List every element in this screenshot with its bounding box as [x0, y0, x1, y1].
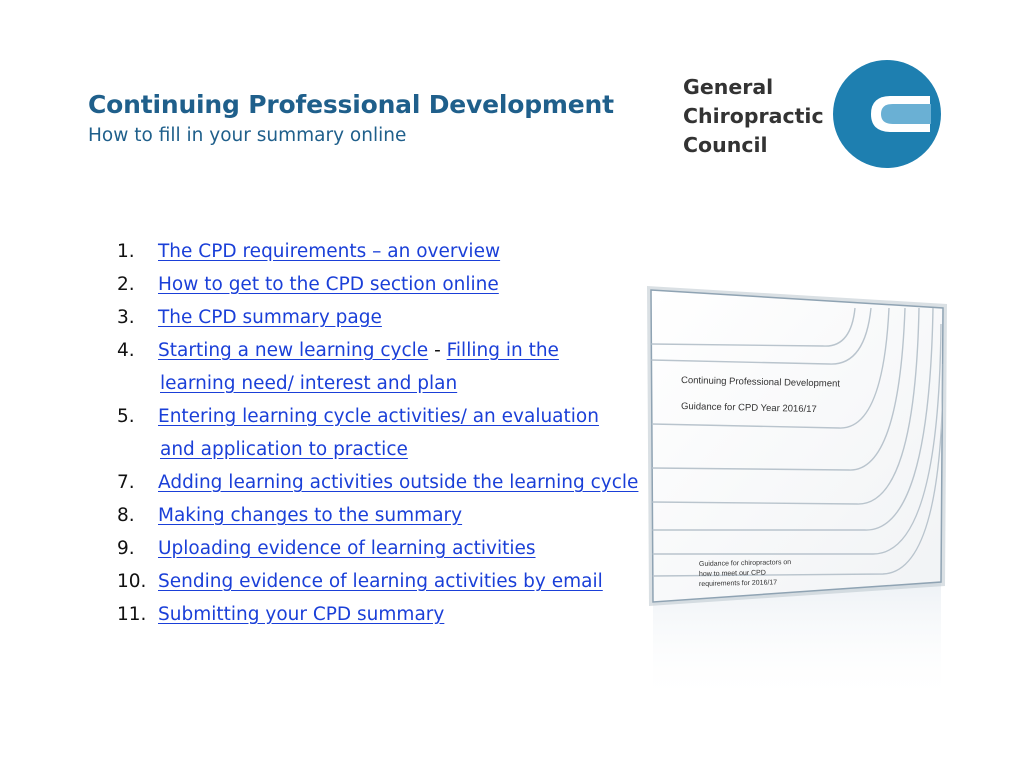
toc-link-email-evidence[interactable]: Sending evidence of learning activities by email	[158, 571, 603, 592]
list-item	[117, 565, 638, 598]
toc-link-filling-in-cont[interactable]: learning need/ interest and plan	[160, 373, 458, 394]
item-number: 9.	[117, 538, 135, 559]
toc-link-cycle-activities[interactable]: Entering learning cycle activities/ an evaluation	[158, 406, 599, 427]
list-item	[117, 334, 638, 367]
list-item	[117, 532, 638, 565]
list-item	[117, 466, 638, 499]
list-item	[117, 235, 638, 268]
contents-list	[117, 235, 638, 631]
gcc-circle-logo-icon	[831, 58, 943, 170]
item-number: 5.	[117, 406, 135, 427]
item-number: 2.	[117, 274, 135, 295]
item-number: 7.	[117, 472, 135, 493]
toc-link-submitting[interactable]: Submitting your CPD summary	[158, 604, 445, 625]
document-title: Continuing Professional Development	[680, 375, 841, 390]
guidance-document-cover	[643, 284, 953, 714]
toc-link-outside-activities[interactable]: Adding learning activities outside the learning cycle	[158, 472, 639, 493]
list-item	[117, 598, 638, 631]
toc-link-uploading-evidence[interactable]: Uploading evidence of learning activities	[158, 538, 536, 559]
list-item-continuation	[117, 367, 638, 400]
list-item	[117, 400, 638, 433]
item-number: 10.	[117, 571, 147, 592]
list-item	[117, 499, 638, 532]
toc-link-new-cycle[interactable]: Starting a new learning cycle	[158, 340, 429, 361]
document-footer-line-3: requirements for 2016/17	[698, 579, 778, 588]
item-number: 4.	[117, 340, 135, 361]
page-subtitle: How to fill in your summary online	[88, 125, 407, 146]
item-number: 1.	[117, 241, 135, 262]
toc-link-summary-page[interactable]: The CPD summary page	[158, 307, 382, 328]
item-number: 11.	[117, 604, 147, 625]
item-number: 3.	[117, 307, 135, 328]
logo-line-1: General	[683, 75, 774, 99]
list-item	[117, 268, 638, 301]
toc-link-making-changes[interactable]: Making changes to the summary	[158, 505, 463, 526]
document-footer-line-2: how to meet our CPD	[698, 569, 766, 578]
link-separator: -	[428, 340, 447, 361]
page-title: Continuing Professional Development	[88, 90, 614, 119]
logo-line-3: Council	[683, 133, 768, 157]
item-number: 8.	[117, 505, 135, 526]
list-item	[117, 301, 638, 334]
document-subtitle: Guidance for CPD Year 2016/17	[680, 401, 817, 416]
toc-link-cpd-section[interactable]: How to get to the CPD section online	[158, 274, 499, 295]
list-item-continuation	[117, 433, 638, 466]
logo-line-2: Chiropractic	[683, 104, 824, 128]
logo-wordmark	[683, 73, 824, 160]
toc-link-filling-in[interactable]: Filling in the	[446, 340, 559, 361]
document-footer-line-1: Guidance for chiropractors on	[698, 559, 792, 568]
toc-link-cycle-activities-cont[interactable]: and application to practice	[160, 439, 408, 460]
toc-link-overview[interactable]: The CPD requirements – an overview	[158, 241, 501, 262]
document-page	[651, 290, 943, 602]
